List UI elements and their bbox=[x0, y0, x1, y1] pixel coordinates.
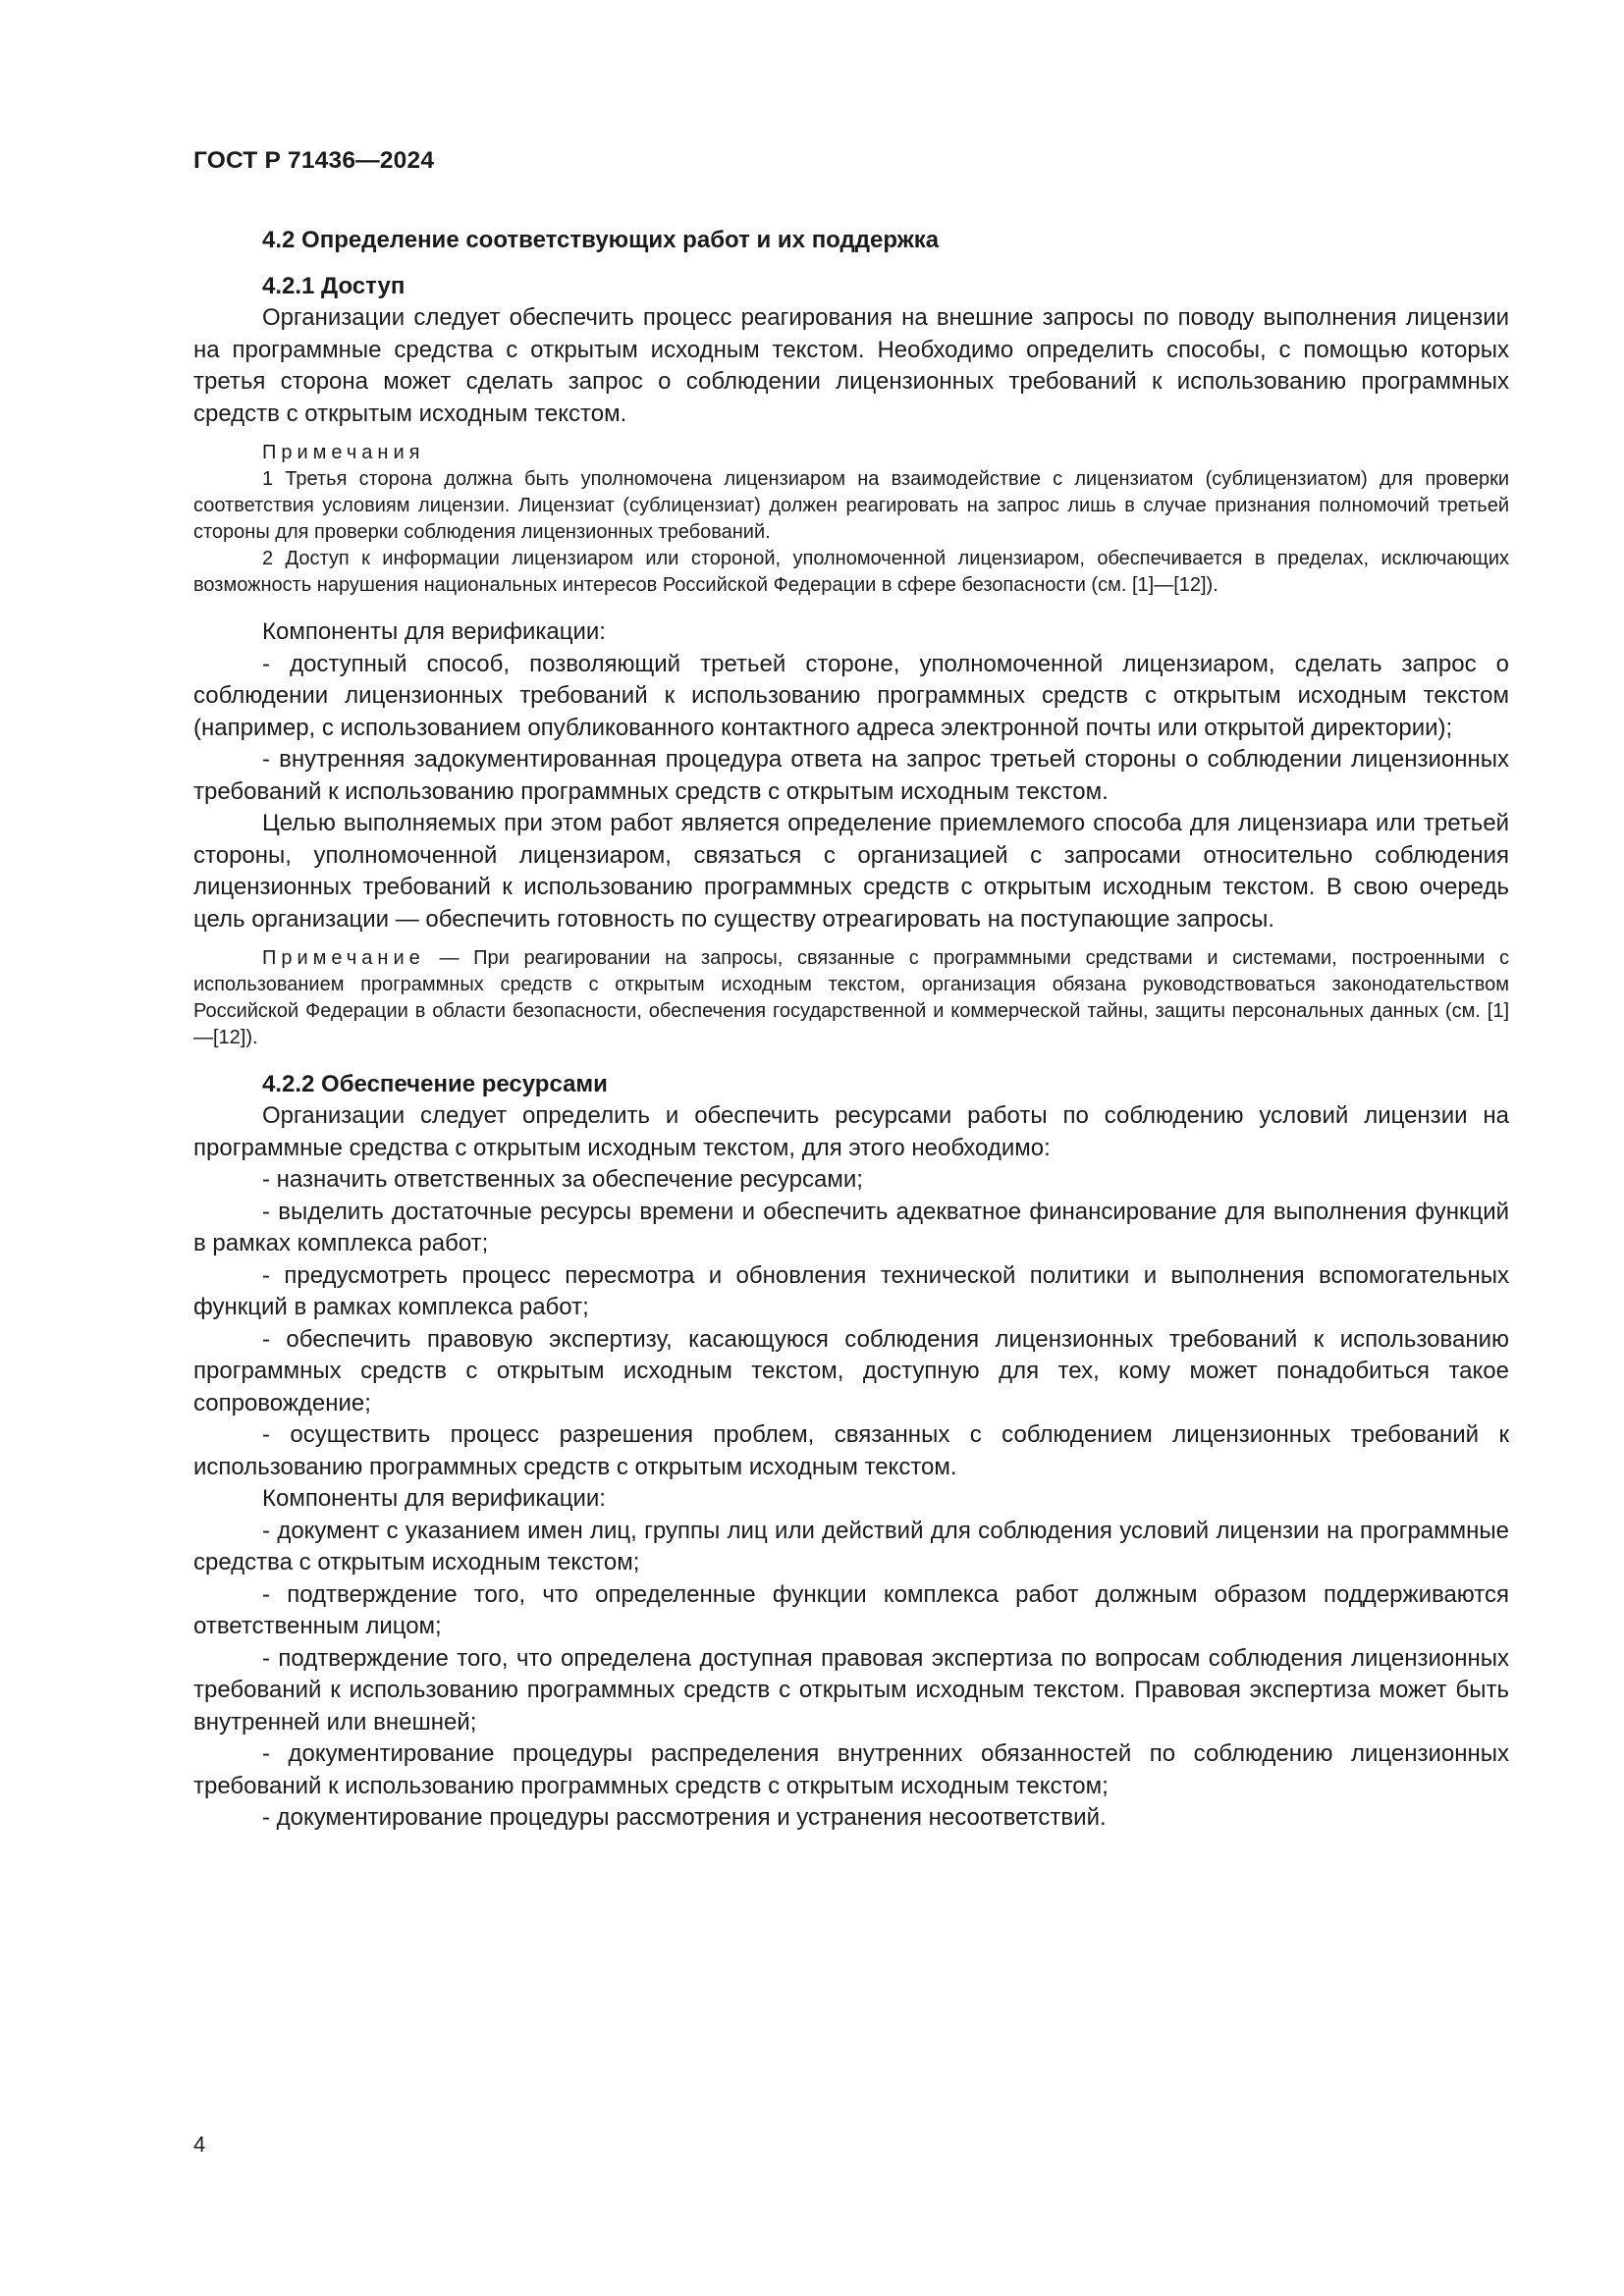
note-text: — При реагировании на запросы, связанные с программными средствами и системами, построенными с использованием программных средств с открытым исходным текстом, организация обязана руководствоваться законодательством Российской Федерации в области безопасности, обеспечения государственной и коммерческой тайны, защиты персональных данных (см. [1]—[12]). bbox=[193, 947, 1509, 1048]
paragraph: Организации следует обеспечить процесс реагирования на внешние запросы по поводу выполнения лицензии на программные средства с открытым исходным текстом. Необходимо определить способы, с помощью которых третья сторона может сделать запрос о соблюдении лицензионных требований к использованию программных средств с открытым исходным текстом. bbox=[193, 304, 1509, 427]
verification-title: Компоненты для верификации: bbox=[262, 618, 606, 645]
list-item: - осуществить процесс разрешения проблем, связанных с соблюдением лицензионных требований к использованию программных средств с открытым исходным текстом. bbox=[193, 1421, 1509, 1480]
notes-title: Примечания bbox=[262, 442, 425, 463]
verification-title: Компоненты для верификации: bbox=[262, 1485, 606, 1512]
note-item bbox=[193, 945, 1509, 1051]
list-item: - подтверждение того, что определенные функции комплекса работ должным образом поддерживаются ответственным лицом; bbox=[193, 1580, 1509, 1639]
document-code: ГОСТ Р 71436—2024 bbox=[193, 147, 435, 174]
list-item: - доступный способ, позволяющий третьей стороне, уполномоченной лицензиаром, сделать запрос о соблюдении лицензионных требований к использованию программных средств с открытым исходным текстом (например, с использованием опубликованного контактного адреса электронной почты или открытой директории); bbox=[193, 650, 1509, 741]
subsection-title-access: 4.2.1 Доступ bbox=[262, 273, 406, 299]
note-block bbox=[193, 945, 1509, 1051]
list-item: - внутренняя задокументированная процедура ответа на запрос третьей стороны о соблюдении лицензионных требований к использованию программных средств с открытым исходным текстом. bbox=[193, 746, 1509, 805]
main-content bbox=[193, 226, 1509, 1835]
note-item: 1 Третья сторона должна быть уполномочена лицензиаром на взаимодействие с лицензиатом (сублицензиатом) для проверки соответствия условиям лицензии. Лицензиат (сублицензиат) должен реагировать на запрос лишь в случае признания полномочий третьей стороны для проверки соблюдения лицензионных требований. bbox=[193, 468, 1509, 543]
paragraph: Целью выполняемых при этом работ является определение приемлемого способа для лицензиара или третьей стороны, уполномоченной лицензиаром, связаться с организацией с запросами относительно соблюдения лицензионных требований к использованию программных средств с открытым исходным текстом. В свою очередь цель организации — обеспечить готовность по существу отреагировать на поступающие запросы. bbox=[193, 810, 1509, 933]
note-item: 2 Доступ к информации лицензиаром или стороной, уполномоченной лицензиаром, обеспечивается в пределах, исключающих возможность нарушения национальных интересов Российской Федерации в сфере безопасности (см. [1]—[12]). bbox=[193, 548, 1509, 596]
page-number: 4 bbox=[193, 2132, 206, 2157]
list-item: - предусмотреть процесс пересмотра и обновления технической политики и выполнения вспомогательных функций в рамках комплекса работ; bbox=[193, 1261, 1509, 1320]
list-item: - назначить ответственных за обеспечение ресурсами; bbox=[262, 1166, 863, 1193]
subsection-title-resources: 4.2.2 Обеспечение ресурсами bbox=[262, 1071, 608, 1097]
list-item: - документ с указанием имен лиц, группы лиц или действий для соблюдения условий лицензии на программные средства с открытым исходным текстом; bbox=[193, 1517, 1509, 1575]
note-label: Примечание bbox=[262, 947, 425, 969]
list-item: - подтверждение того, что определена доступная правовая экспертиза по вопросам соблюдения лицензионных требований к использованию программных средств с открытым исходным текстом. Правовая экспертиза может быть внутренней или внешней; bbox=[193, 1644, 1509, 1735]
paragraph: Организации следует определить и обеспечить ресурсами работы по соблюдению условий лицензии на программные средства с открытым исходным текстом, для этого необходимо: bbox=[193, 1102, 1509, 1161]
list-item: - документирование процедуры рассмотрения и устранения несоответствий. bbox=[262, 1804, 1107, 1831]
list-item: - документирование процедуры распределения внутренних обязанностей по соблюдению лицензионных требований к использованию программных средств с открытым исходным текстом; bbox=[193, 1740, 1509, 1799]
list-item: - выделить достаточные ресурсы времени и обеспечить адекватное финансирование для выполнения функций в рамках комплекса работ; bbox=[193, 1198, 1509, 1256]
list-item: - обеспечить правовую экспертизу, касающуюся соблюдения лицензионных требований к использованию программных средств с открытым исходным текстом, доступную для тех, кому может понадобиться такое сопровождение; bbox=[193, 1325, 1509, 1416]
notes-block bbox=[193, 440, 1509, 599]
section-title: 4.2 Определение соответствующих работ и их поддержка bbox=[262, 227, 940, 253]
